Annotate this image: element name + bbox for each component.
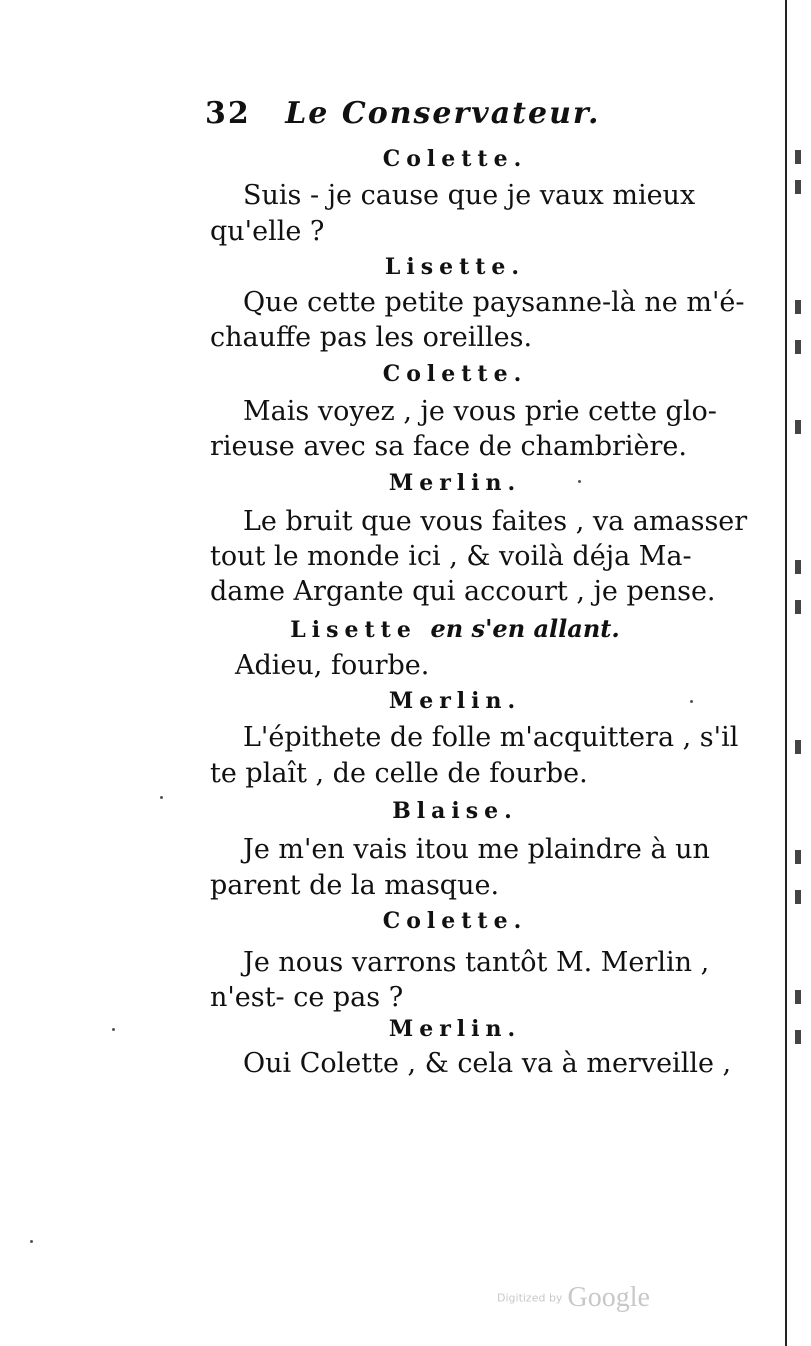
text-line: n'est- ce pas ? [210, 982, 404, 1013]
paper-speck [30, 1240, 33, 1243]
text-line: Adieu, fourbe. [235, 650, 430, 681]
paper-speck [160, 796, 163, 799]
text-line: Que cette petite paysanne-là ne m'é- [243, 287, 745, 318]
text-line: rieuse avec sa face de chambrière. [210, 431, 687, 462]
text-line: tout le monde ici , & voilà déja Ma- [210, 541, 692, 572]
text-line: parent de la masque. [210, 870, 500, 901]
speaker-colette-3: Colette. [382, 908, 528, 934]
text-line: Mais voyez , je vous prie cette glo- [243, 396, 717, 427]
speaker-colette-1: Colette. [382, 146, 528, 172]
paper-speck [112, 1028, 115, 1031]
text-line: chauffe pas les oreilles. [210, 322, 533, 353]
text-line: L'épithete de folle m'acquittera , s'il [243, 722, 739, 753]
digitized-by-google-watermark [497, 1282, 697, 1316]
text-line: te plaît , de celle de fourbe. [210, 758, 588, 789]
speaker-blaise: Blaise. [392, 798, 518, 824]
text-line: Suis - je cause que je vaux mieux [243, 180, 696, 211]
page-edge-line [785, 0, 787, 1346]
text-line: Le bruit que vous faites , va amasser [243, 506, 748, 537]
paper-speck [578, 480, 581, 483]
text-line: Je nous varrons tantôt M. Merlin , [243, 947, 710, 978]
speaker-lisette-2 [200, 614, 710, 643]
page-number: 32 [205, 96, 251, 131]
speaker-merlin-1: Merlin. [388, 470, 522, 496]
running-title: Le Conservateur. [285, 96, 601, 131]
watermark-prefix: Digitized by [497, 1291, 563, 1305]
text-line: dame Argante qui accourt , je pense. [210, 576, 716, 607]
speaker-colette-2: Colette. [382, 361, 528, 387]
stage-direction: en s'en allant. [430, 614, 620, 643]
running-header [205, 96, 645, 136]
speaker-lisette-1: Lisette. [384, 254, 526, 280]
speaker-name: Lisette [290, 617, 417, 643]
text-line: Je m'en vais itou me plaindre à un [243, 834, 710, 865]
speaker-merlin-3: Merlin. [388, 1016, 522, 1042]
paper-speck [690, 700, 693, 703]
google-logo-text: Google [567, 1282, 650, 1313]
adjacent-page-edge [795, 130, 809, 1130]
text-line: Oui Colette , & cela va à merveille , [243, 1048, 732, 1079]
speaker-merlin-2: Merlin. [388, 688, 522, 714]
text-line: qu'elle ? [210, 216, 325, 247]
